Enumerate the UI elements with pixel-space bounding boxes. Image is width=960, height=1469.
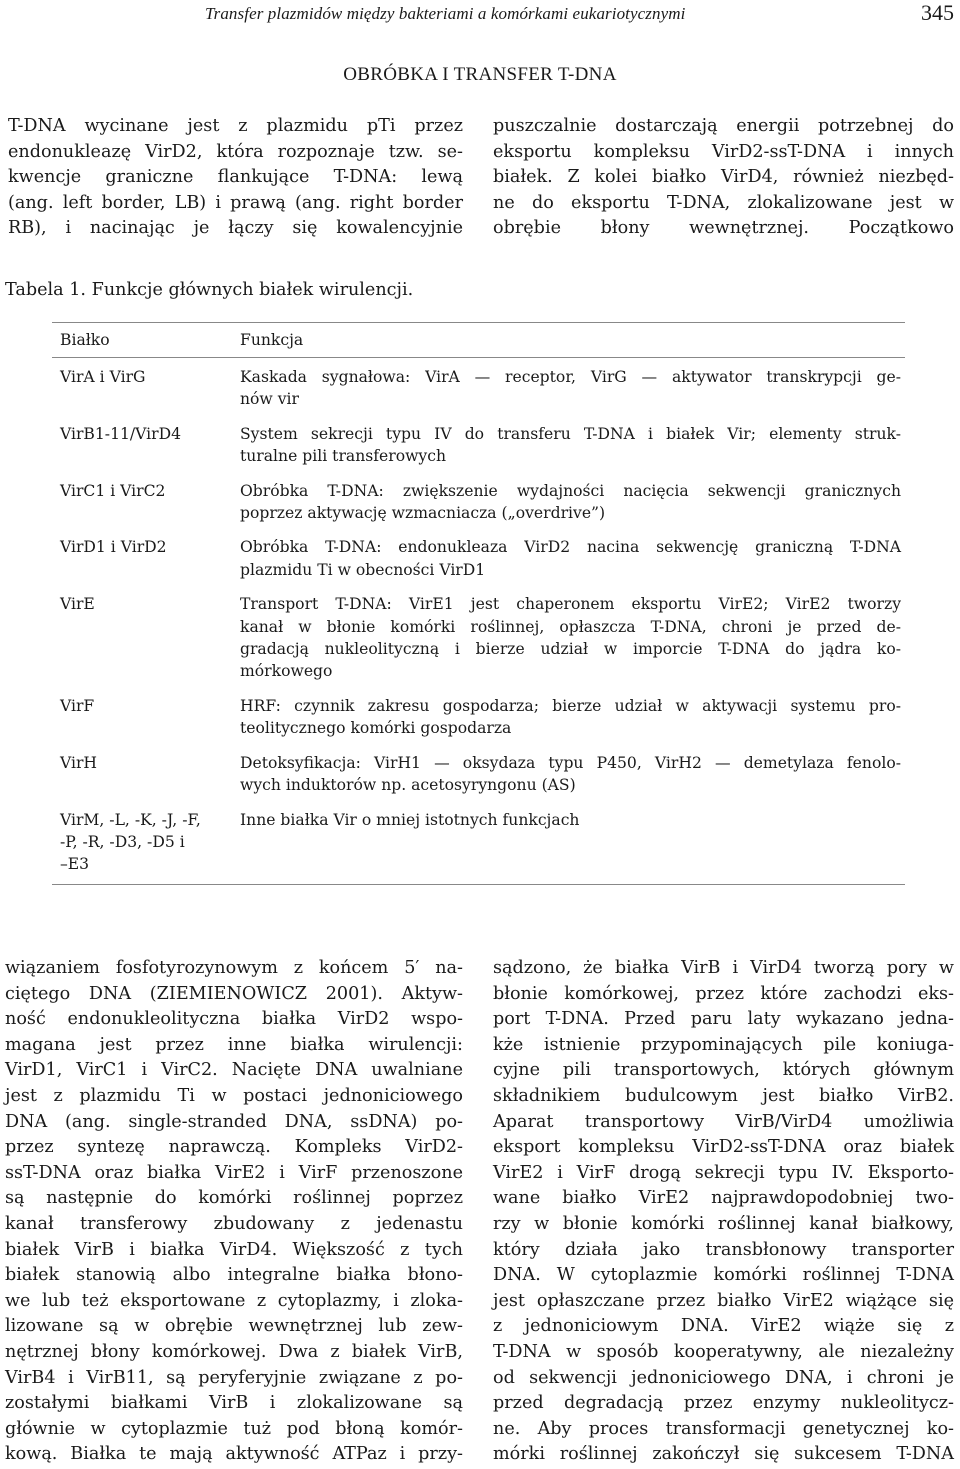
text-line: kową. Białka te mają aktywność ATPaz i przy- (5, 1444, 463, 1465)
protein-name: VirM, -L, -K, -J, -F, (60, 810, 201, 829)
text-line: ciętego DNA (ZIEMIENOWICZ 2001). Aktyw- (5, 983, 463, 1004)
virulence-proteins-table (52, 322, 905, 885)
text-line: ne do eksportu T-DNA, zlokalizowane jest w (493, 192, 954, 213)
text-line: który działa jako transbłonowy transporter (493, 1239, 954, 1260)
text-line: wiązaniem fosfotyrozynowym z końcem 5′ na- (5, 958, 463, 978)
text-line: z jednoniciowym DNA. VirE2 wiąże się z (493, 1316, 954, 1337)
text-line: puszczalnie dostarczają energii potrzebnej do (493, 116, 954, 136)
text-line: od sekwencji jednoniciowego DNA, i chroni je (493, 1367, 954, 1388)
text-line: jest opłaszczane przez białko VirE2 wiążące się (493, 1290, 954, 1311)
text-line: VirB4 i VirB11, są peryferyjnie związane z po- (5, 1367, 463, 1388)
function-text: Inne białka Vir o mniej istotnych funkcjach (240, 810, 580, 829)
text-line: DNA. W cytoplazmie komórki roślinnej T-DNA (493, 1265, 954, 1286)
table-body (52, 366, 905, 884)
text-line: zostałymi białkami VirB i zlokalizowane są (5, 1393, 463, 1414)
top-left-column (8, 114, 463, 242)
function-text: Kaskada sygnałowa: VirA — receptor, VirG — aktywator transkrypcji ge- (240, 368, 901, 386)
text-line: są następnie do komórki roślinnej poprzez (5, 1188, 463, 1209)
text-line: wane białko VirE2 najprawdopodobniej two- (493, 1188, 954, 1209)
protein-name: VirD1 i VirD2 (60, 538, 167, 557)
protein-name: VirF (60, 696, 95, 715)
protein-cell (52, 366, 240, 411)
function-text: mórkowego (240, 662, 333, 681)
table-row (52, 536, 905, 581)
protein-cell (52, 809, 240, 876)
protein-cell (52, 695, 240, 740)
text-line: eksportu kompleksu VirD2-ssT-DNA i innych (493, 141, 954, 162)
protein-cell (52, 423, 240, 468)
text-line: T-DNA w sposób kooperatywny, ale niezależny (493, 1341, 954, 1362)
text-line: przed degradacją przez enzymy nukleolitycz- (493, 1393, 954, 1414)
protein-cell (52, 536, 240, 581)
protein-name: VirC1 i VirC2 (60, 481, 166, 500)
text-line: białek VirB i białka VirD4. Większość z tych (5, 1239, 463, 1260)
function-text: Obróbka T-DNA: endonukleaza VirD2 nacina sekwencję graniczną T-DNA (240, 538, 901, 557)
page-header (0, 0, 960, 40)
text-line: przez syntezę naprawczą. Kompleks VirD2- (5, 1137, 463, 1158)
function-text: teolitycznego komórki gospodarza (240, 719, 512, 738)
table-header-row (52, 323, 905, 358)
text-line: składnikiem budulcowym jest białko VirB2. (493, 1085, 954, 1106)
page-number: 345 (921, 0, 954, 25)
function-cell (240, 423, 905, 468)
text-line: eksport kompleksu VirD2-ssT-DNA oraz białek (493, 1137, 954, 1158)
text-line: ność endonukleolityczna białka VirD2 wspo- (5, 1009, 463, 1030)
table-row (52, 480, 905, 525)
function-cell (240, 480, 905, 525)
table-row (52, 809, 905, 884)
protein-name: VirE (60, 595, 95, 614)
function-text: Transport T-DNA: VirE1 jest chaperonem eksportu VirE2; VirE2 tworzy (240, 595, 901, 614)
text-line: obrębie błony wewnętrznej. Początkowo (493, 218, 954, 239)
text-line: DNA (ang. single-stranded DNA, ssDNA) po- (5, 1111, 463, 1132)
table-row (52, 366, 905, 411)
text-line: cyjne pili transportowych, których głównym (493, 1060, 954, 1081)
function-cell (240, 536, 905, 581)
table-row (52, 423, 905, 468)
text-line: Aparat transportowy VirB/VirD4 umożliwia (493, 1111, 954, 1132)
text-line: białek. Z kolei białko VirD4, również niezbęd- (493, 167, 954, 188)
protein-cell (52, 593, 240, 683)
text-line: ssT-DNA oraz białka VirE2 i VirF przenoszone (5, 1162, 463, 1183)
table-caption: Tabela 1. Funkcje głównych białek wirulencji. (5, 280, 414, 300)
function-text: turalne pili transferowych (240, 447, 447, 466)
section-title: OBRÓBKA I TRANSFER T-DNA (343, 64, 617, 85)
text-line: głównie w cytoplazmie tuż pod błoną komór- (5, 1418, 463, 1439)
text-line: endonukleazę VirD2, która rozpoznaje tzw. se- (8, 141, 463, 162)
text-line: magana jest przez inne białka wirulencji: (5, 1034, 463, 1055)
function-text: gradacją nukleolityczną i bierze udział w imporcie T-DNA do jądra ko- (240, 640, 901, 659)
protein-cell (52, 480, 240, 525)
text-line: RB), i nacinając je łączy się kowalencyjnie (8, 218, 463, 239)
text-line: (ang. left border, LB) i prawą (ang. right border (8, 192, 463, 213)
text-line: we lub też eksportowane z cytoplazmy, i zloka- (5, 1290, 463, 1311)
text-line: rzy w błonie komórki roślinnej kanał białkowy, (493, 1213, 954, 1234)
text-line: T-DNA wycinane jest z plazmidu pTi przez (8, 116, 463, 136)
text-line: lizowane są w obrębie wewnętrznej lub zew- (5, 1316, 463, 1337)
protein-name: VirH (60, 753, 98, 772)
text-line: VirE2 i VirF drogą sekrecji typu IV. Eksporto- (493, 1162, 954, 1183)
protein-cell (52, 752, 240, 797)
text-line: jest z plazmidu Ti w postaci jednoniciowego (5, 1085, 463, 1106)
text-line: nętrznej błony komórkowej. Dwa z białek VirB, (5, 1341, 463, 1362)
text-line: port T-DNA. Przed paru laty wykazano jedna- (493, 1009, 954, 1030)
function-text: plazmidu Ti w obecności VirD1 (240, 560, 486, 579)
function-text: nów vir (240, 390, 299, 409)
function-text: wych induktorów np. acetosyryngonu (AS) (240, 776, 576, 795)
text-line: kwencje graniczne flankujące T-DNA: lewą (8, 167, 463, 188)
function-text: Detoksyfikacja: VirH1 — oksydaza typu P450, VirH2 — demetylaza fenolo- (240, 753, 901, 772)
function-cell (240, 366, 905, 411)
function-cell (240, 809, 905, 876)
function-cell (240, 752, 905, 797)
function-cell (240, 695, 905, 740)
text-line: sądzono, że białka VirB i VirD4 tworzą pory w (493, 958, 954, 978)
protein-name: VirB1-11/VirD4 (60, 424, 182, 443)
text-line: ne. Aby proces transformacji genetycznej ko- (493, 1418, 954, 1439)
text-line: kże istnienie przypominających pile koniuga- (493, 1034, 954, 1055)
text-line: mórki roślinnej zakończył się sukcesem T-DNA (493, 1444, 954, 1465)
function-text: kanał w błonie komórki roślinnej, opłaszcza T-DNA, chroni je przed de- (240, 617, 901, 636)
running-title: Transfer plazmidów między bakteriami a komórkami eukariotycznymi (205, 4, 686, 23)
text-line: błonie komórkowej, przez które zachodzi eks- (493, 983, 954, 1004)
table-row (52, 752, 905, 797)
text-line: białek stanowią albo integralne białka błono- (5, 1265, 463, 1286)
protein-name: VirA i VirG (60, 368, 146, 386)
column-header-function: Funkcja (240, 330, 304, 349)
function-cell (240, 593, 905, 683)
protein-name: -P, -R, -D3, -D5 i (60, 832, 185, 851)
top-right-column (493, 114, 954, 242)
table-row (52, 695, 905, 740)
text-line: kanał transferowy zbudowany z jedenastu (5, 1213, 463, 1234)
function-text: Obróbka T-DNA: zwiększenie wydajności nacięcia sekwencji granicznych (240, 481, 901, 500)
text-line: VirD1, VirC1 i VirC2. Nacięte DNA uwalniane (5, 1060, 463, 1081)
table-row (52, 593, 905, 683)
bottom-right-column (493, 956, 954, 1468)
function-text: HRF: czynnik zakresu gospodarza; bierze udział w aktywacji systemu pro- (240, 696, 901, 715)
bottom-left-column (5, 956, 463, 1468)
protein-name: –E3 (60, 855, 90, 874)
function-text: poprzez aktywację wzmacniacza („overdrive”) (240, 504, 606, 523)
function-text: System sekrecji typu IV do transferu T-DNA i białek Vir; elementy struk- (240, 424, 901, 443)
column-header-protein: Białko (60, 330, 110, 349)
